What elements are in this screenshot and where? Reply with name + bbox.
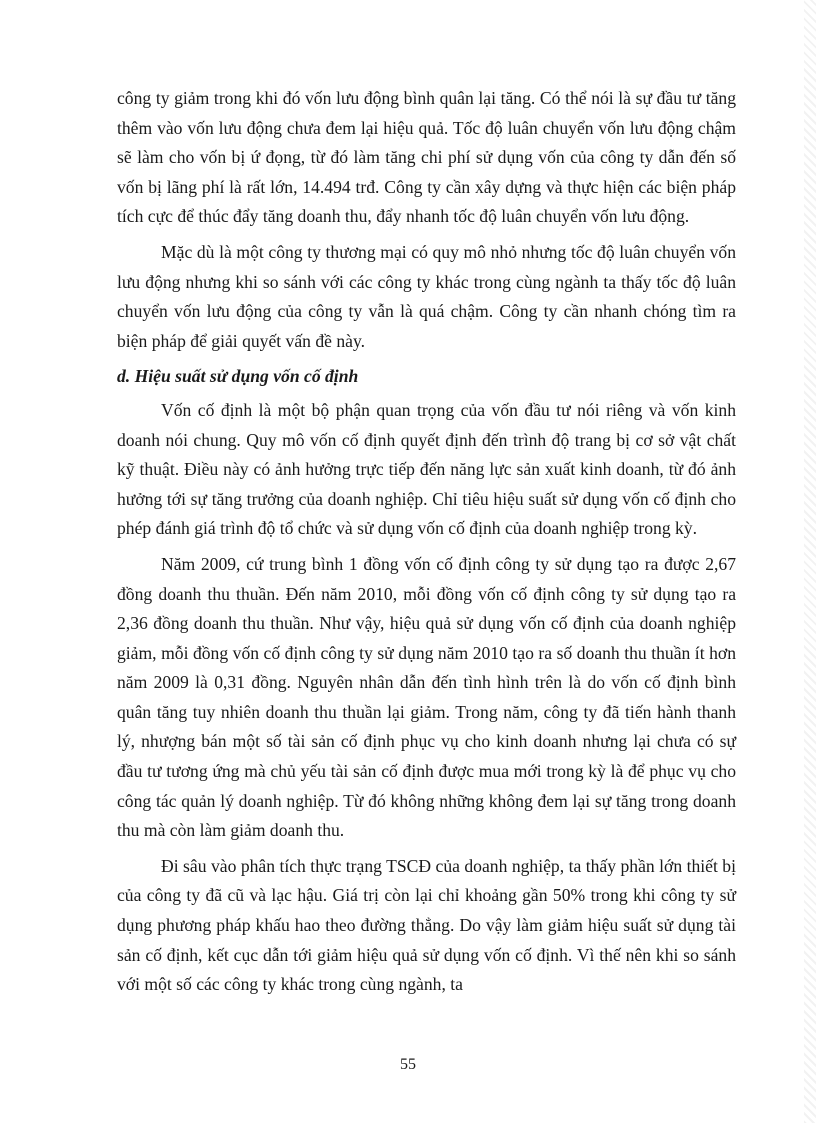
paragraph-fixed-capital-definition: Vốn cố định là một bộ phận quan trọng của vốn đầu tư nói riêng và vốn kinh doanh nói chung. Quy mô vốn cố định quyết định đến trình độ trang bị cơ sở vật chất kỹ thuật. Điều này có ảnh hưởng trực tiếp đến năng lực sản xuất kinh doanh, từ đó ảnh hưởng tới sự tăng trưởng của doanh nghiệp. Chỉ tiêu hiệu suất sử dụng vốn cố định cho phép đánh giá trình độ tổ chức và sử dụng vốn cố định của doanh nghiệp trong kỳ. (117, 399, 736, 539)
section-heading-fixed-capital-efficiency: d. Hiệu suất sử dụng vốn cố định (117, 366, 359, 387)
page-edge-decoration (804, 0, 816, 1123)
paragraph-fixed-capital-analysis: Năm 2009, cứ trung bình 1 đồng vốn cố định công ty sử dụng tạo ra được 2,67 đồng doanh thu thuần. Đến năm 2010, mỗi đồng vốn cố định công ty sử dụng tạo ra 2,36 đồng doanh thu thuần. Như vậy, hiệu quả sử dụng vốn cố định của doanh nghiệp giảm, mỗi đồng vốn cố định công ty sử dụng năm 2010 tạo ra số doanh thu thuần ít hơn năm 2009 là 0,31 đồng. Nguyên nhân dẫn đến tình hình trên là do vốn cố định bình quân tăng tuy nhiên doanh thu thuần lại giảm. Trong năm, công ty đã tiến hành thanh lý, nhượng bán một số tài sản cố định phục vụ cho kinh doanh nhưng lại chưa có sự đầu tư tương ứng mà chủ yếu tài sản cố định được mua mới trong kỳ là để phục vụ cho công tác quản lý doanh nghiệp. Từ đó không những không đem lại sự tăng trong doanh thu mà còn làm giảm doanh thu. (117, 553, 736, 841)
paragraph-comparison: Mặc dù là một công ty thương mại có quy mô nhỏ nhưng tốc độ luân chuyển vốn lưu động nhưng khi so sánh với các công ty khác trong cùng ngành ta thấy tốc độ luân chuyển vốn lưu động của công ty vẫn là quá chậm. Công ty cần nhanh chóng tìm ra biện pháp để giải quyết vấn đề này. (117, 241, 736, 351)
body-text (117, 84, 736, 1006)
paragraph-fixed-asset-status: Đi sâu vào phân tích thực trạng TSCĐ của doanh nghiệp, ta thấy phần lớn thiết bị của công ty đã cũ và lạc hậu. Giá trị còn lại chỉ khoảng gần 50% trong khi công ty sử dụng phương pháp khấu hao theo đường thẳng. Do vậy làm giảm hiệu suất sử dụng tài sản cố định, kết cục dẫn tới giảm hiệu quả sử dụng vốn cố định. Vì thế nên khi so sánh với một số các công ty khác trong cùng ngành, ta (117, 855, 736, 995)
page-number: 55 (400, 1056, 416, 1073)
paragraph-continuation: công ty giảm trong khi đó vốn lưu động bình quân lại tăng. Có thể nói là sự đầu tư tăng thêm vào vốn lưu động chưa đem lại hiệu quả. Tốc độ luân chuyển vốn lưu động chậm sẽ làm cho vốn bị ứ đọng, từ đó làm tăng chi phí sử dụng vốn của công ty dẫn đến số vốn bị lãng phí là rất lớn, 14.494 trđ. Công ty cần xây dựng và thực hiện các biện pháp tích cực để thúc đẩy tăng doanh thu, đẩy nhanh tốc độ luân chuyển vốn lưu động. (117, 88, 736, 227)
